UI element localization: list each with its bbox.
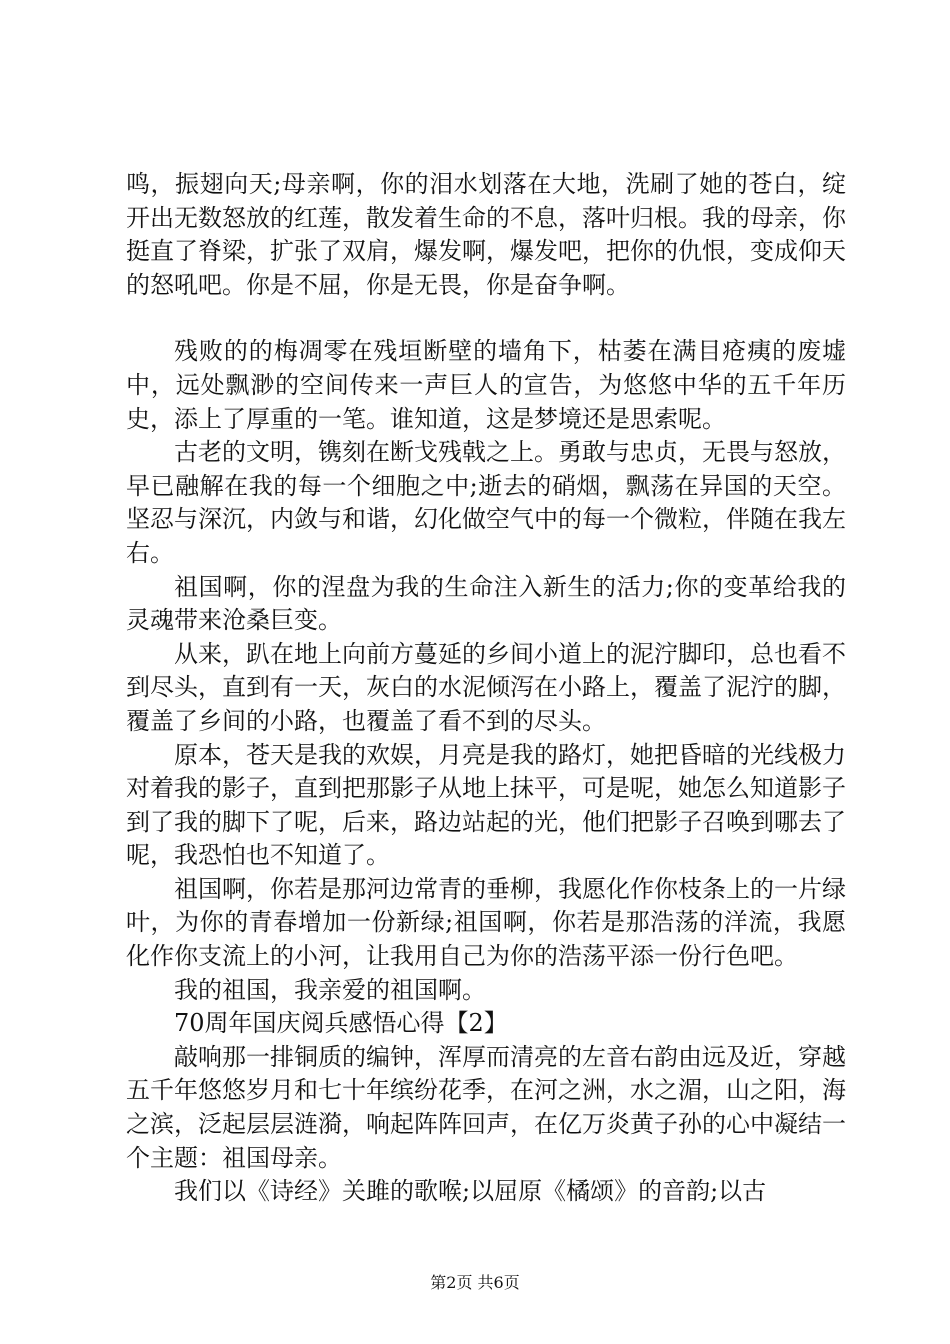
paragraph: 我的祖国，我亲爱的祖国啊。 — [174, 975, 486, 1004]
page-footer: 第2页 共6页 — [430, 1273, 520, 1292]
section-heading: 70周年国庆阅兵感悟心得【2】 — [174, 1009, 508, 1038]
paragraph: 从来，趴在地上向前方蔓延的乡间小道上的泥泞脚印，总也看不到尽头，直到有一天，灰白的水泥倾泻在小路上，覆盖了泥泞的脚，覆盖了乡间的小路，也覆盖了看不到的尽头。 — [126, 639, 846, 735]
document-body — [126, 168, 846, 1209]
paragraph: 敲响那一排铜质的编钟，浑厚而清亮的左音右韵由远及近，穿越五千年悠悠岁月和七十年缤纷花季，在河之洲，水之湄，山之阳，海之滨，泛起层层涟漪，响起阵阵回声，在亿万炎黄子孙的心中凝结一个主题：祖国母亲。 — [126, 1042, 846, 1172]
paragraph: 祖国啊，你的涅盘为我的生命注入新生的活力;你的变革给我的灵魂带来沧桑巨变。 — [126, 572, 846, 635]
paragraph: 残败的的梅凋零在残垣断壁的墙角下，枯萎在满目疮痍的废墟中，远处飘渺的空间传来一声巨人的宣告，为悠悠中华的五千年历史，添上了厚重的一笔。谁知道，这是梦境还是思索呢。 — [126, 337, 846, 433]
paragraph: 原本，苍天是我的欢娱，月亮是我的路灯，她把昏暗的光线极力对着我的影子，直到把那影子从地上抹平，可是呢，她怎么知道影子到了我的脚下了呢，后来，路边站起的光，他们把影子召唤到哪去了呢，我恐怕也不知道了。 — [126, 740, 846, 870]
paragraph: 古老的文明，镌刻在断戈残戟之上。勇敢与忠贞，无畏与怒放，早已融解在我的每一个细胞之中;逝去的硝烟，飘荡在异国的天空。坚忍与深沉，内敛与和谐，幻化做空气中的每一个微粒，伴随在我左右。 — [126, 438, 846, 567]
paragraph: 鸣，振翅向天;母亲啊，你的泪水划落在大地，洗刷了她的苍白，绽开出无数怒放的红莲，散发着生命的不息，落叶归根。我的母亲，你挺直了脊梁，扩张了双肩，爆发啊，爆发吧，把你的仇恨，变成仰天的怒吼吧。你是不屈，你是无畏，你是奋争啊。 — [126, 170, 846, 299]
paragraph: 祖国啊，你若是那河边常青的垂柳，我愿化作你枝条上的一片绿叶，为你的青春增加一份新绿;祖国啊，你若是那浩荡的洋流，我愿化作你支流上的小河，让我用自己为你的浩荡平添一份行色吧。 — [126, 874, 846, 971]
paragraph: 我们以《诗经》关雎的歌喉;以屈原《橘颂》的音韵;以古 — [174, 1177, 767, 1206]
